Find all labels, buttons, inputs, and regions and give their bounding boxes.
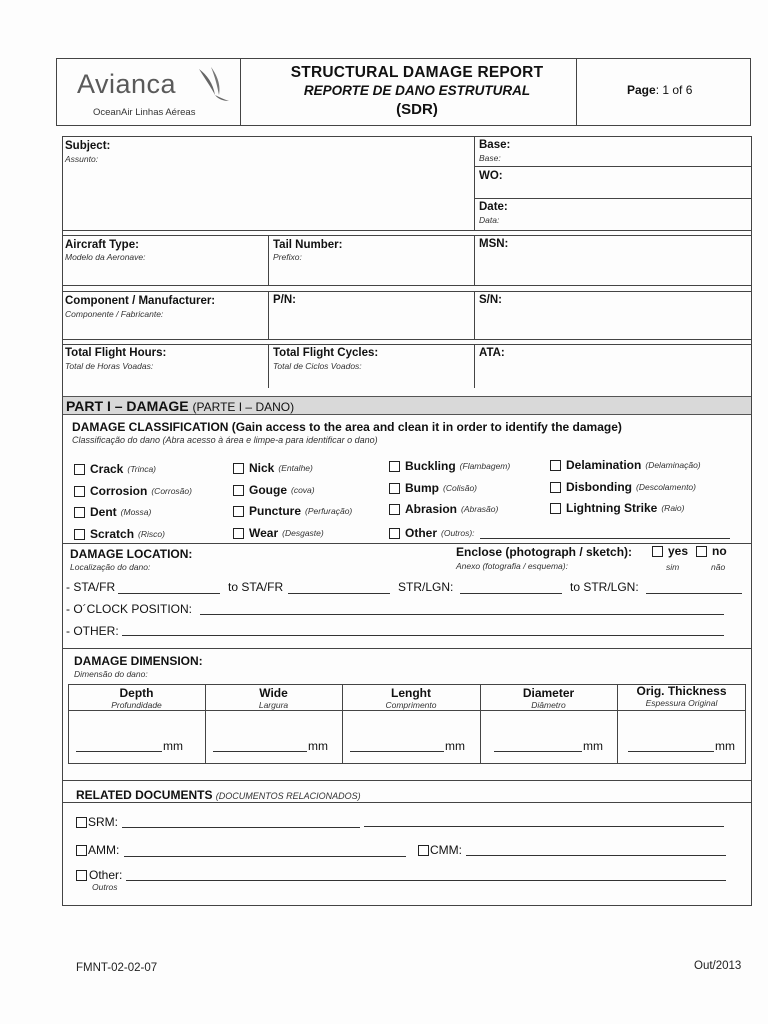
to-str-lgn-field[interactable]	[646, 593, 742, 594]
wo-label: WO:	[479, 170, 503, 182]
ata-label: ATA:	[479, 347, 505, 359]
checkbox-amm[interactable]: AMM:	[76, 843, 119, 857]
other-docs-sub: Outros	[92, 882, 118, 892]
base-label: Base:	[479, 139, 511, 151]
diameter-unit: mm	[583, 739, 603, 753]
tail-number-field[interactable]	[270, 262, 472, 284]
date-field[interactable]	[520, 200, 748, 228]
checkbox-disbonding[interactable]: Disbonding (Descolamento)	[550, 480, 696, 494]
enclose-sub: Anexo (fotografia / esquema):	[456, 561, 568, 571]
other-location-label: - OTHER:	[66, 624, 119, 638]
component-label: Component / Manufacturer:	[65, 295, 216, 307]
related-title: RELATED DOCUMENTS (DOCUMENTOS RELACIONADOS)	[76, 788, 361, 802]
total-hours-sub: Total de Horas Voadas:	[65, 361, 154, 371]
checkbox-square[interactable]	[233, 485, 244, 496]
base-sub: Base:	[479, 153, 501, 163]
oclock-field[interactable]	[200, 614, 724, 615]
logo-subtitle: OceanAir Linhas Aéreas	[93, 107, 196, 118]
wide-unit: mm	[308, 739, 328, 753]
checkbox-square[interactable]	[389, 504, 400, 515]
logo-wordmark: Avianca	[77, 69, 177, 99]
other-damage-line[interactable]	[480, 538, 730, 539]
checkbox-square[interactable]	[233, 528, 244, 539]
total-cycles-sub: Total de Ciclos Voados:	[273, 361, 362, 371]
date-label: Date:	[479, 201, 508, 213]
str-lgn-label: STR/LGN:	[398, 580, 454, 594]
enclose-label: Enclose (photograph / sketch):	[456, 545, 633, 559]
aircraft-type-field[interactable]	[64, 262, 266, 284]
checkbox-square[interactable]	[418, 845, 429, 856]
checkbox-lightning-strike[interactable]: Lightning Strike (Raio)	[550, 501, 685, 515]
depth-input[interactable]	[76, 751, 162, 752]
checkbox-square[interactable]	[389, 528, 400, 539]
srm-field[interactable]	[122, 827, 360, 828]
checkbox-square[interactable]	[652, 546, 663, 557]
ata-field[interactable]	[510, 346, 748, 386]
dim-header-length: Lenght Comprimento	[385, 686, 437, 710]
checkbox-gouge[interactable]: Gouge (cova)	[233, 483, 315, 497]
location-sub: Localização do dano:	[70, 562, 151, 572]
other-location-field[interactable]	[122, 635, 724, 636]
component-sub: Componente / Fabricante:	[65, 309, 164, 319]
aircraft-type-label: Aircraft Type:	[65, 239, 139, 251]
bird-logo-icon	[191, 65, 231, 103]
dim-header-depth: Depth Profundidade	[111, 686, 162, 710]
msn-field[interactable]	[520, 238, 748, 282]
part1-title: PART I – DAMAGE (PARTE I – DANO)	[66, 398, 295, 414]
logo-cell	[57, 59, 241, 125]
checkbox-dent[interactable]: Dent (Mossa)	[74, 505, 151, 519]
sn-field[interactable]	[506, 294, 748, 338]
checkbox-square[interactable]	[74, 507, 85, 518]
tail-number-sub: Prefixo:	[273, 252, 302, 262]
wide-input[interactable]	[213, 751, 307, 752]
checkbox-square[interactable]	[696, 546, 707, 557]
checkbox-buckling[interactable]: Buckling (Flambagem)	[389, 459, 510, 473]
checkbox-abrasion[interactable]: Abrasion (Abrasão)	[389, 502, 498, 516]
total-cycles-field[interactable]	[270, 370, 472, 388]
checkbox-wear[interactable]: Wear (Desgaste)	[233, 526, 324, 540]
yes-sub: sim	[666, 562, 680, 572]
dim-header-thickness: Orig. Thickness Espessura Original	[636, 684, 727, 708]
title-pt: REPORTE DE DANO ESTRUTURAL	[303, 83, 531, 98]
location-title: DAMAGE LOCATION:	[70, 547, 193, 561]
checkbox-square[interactable]	[550, 460, 561, 471]
depth-unit: mm	[163, 739, 183, 753]
checkbox-square[interactable]	[74, 464, 85, 475]
wo-field[interactable]	[510, 168, 748, 196]
title-abbr: (SDR)	[396, 101, 438, 118]
dimension-sub: Dimensão do dano:	[74, 669, 148, 679]
page-number: Page: 1 of 6	[627, 83, 693, 97]
checkbox-square[interactable]	[233, 463, 244, 474]
str-lgn-field[interactable]	[460, 593, 562, 594]
checkbox-square[interactable]	[233, 506, 244, 517]
amm-field[interactable]	[124, 856, 406, 857]
checkbox-other[interactable]: Other (Outros):	[389, 526, 475, 540]
to-str-lgn-label: to STR/LGN:	[570, 580, 639, 594]
tail-number-label: Tail Number:	[273, 239, 343, 251]
checkbox-square[interactable]	[74, 529, 85, 540]
checkbox-square[interactable]	[389, 483, 400, 494]
aircraft-type-sub: Modelo da Aeronave:	[65, 252, 146, 262]
dimension-title: DAMAGE DIMENSION:	[74, 654, 203, 668]
pn-label: P/N:	[273, 294, 296, 306]
total-cycles-label: Total Flight Cycles:	[273, 347, 379, 359]
dim-header-wide: Wide Largura	[258, 686, 289, 710]
form-code: FMNT-02-02-07	[76, 962, 158, 974]
checkbox-enclose-yes[interactable]: yes	[652, 544, 688, 558]
checkbox-bump[interactable]: Bump (Colisão)	[389, 481, 477, 495]
no-sub: não	[711, 562, 726, 572]
subject-label: Subject:	[65, 140, 111, 152]
form-header	[56, 58, 751, 126]
cmm-field[interactable]	[466, 855, 726, 856]
checkbox-other-docs[interactable]: Other:	[76, 868, 122, 882]
classification-title: DAMAGE CLASSIFICATION (Gain access to the area and clean it in order to identify the damage)	[72, 420, 622, 434]
sta-fr-field[interactable]	[118, 593, 220, 594]
checkbox-scratch[interactable]: Scratch (Risco)	[74, 527, 165, 541]
other-docs-field[interactable]	[126, 880, 726, 881]
title-en: STRUCTURAL DAMAGE REPORT	[290, 64, 544, 81]
sta-fr-label: - STA/FR	[66, 580, 116, 594]
date-sub: Data:	[479, 215, 500, 225]
subject-field[interactable]	[64, 166, 472, 228]
checkbox-square[interactable]	[76, 845, 87, 856]
total-hours-label: Total Flight Hours:	[65, 347, 167, 359]
oclock-label: - O´CLOCK POSITION:	[66, 602, 193, 616]
checkbox-square[interactable]	[550, 503, 561, 514]
length-unit: mm	[445, 739, 465, 753]
length-input[interactable]	[350, 751, 444, 752]
form-date: Out/2013	[694, 960, 742, 972]
checkbox-enclose-no[interactable]: no	[696, 544, 727, 558]
checkbox-delamination[interactable]: Delamination (Delaminação)	[550, 458, 701, 472]
checkbox-corrosion[interactable]: Corrosion (Corrosão)	[74, 484, 192, 498]
diameter-input[interactable]	[494, 751, 582, 752]
checkbox-puncture[interactable]: Puncture (Perfuração)	[233, 504, 352, 518]
base-field[interactable]	[520, 140, 748, 164]
to-sta-fr-field[interactable]	[288, 593, 390, 594]
checkbox-square[interactable]	[389, 461, 400, 472]
thickness-input[interactable]	[628, 751, 714, 752]
srm-field-2[interactable]	[364, 826, 724, 827]
sn-label: S/N:	[479, 294, 502, 306]
msn-label: MSN:	[479, 238, 509, 250]
checkbox-square[interactable]	[76, 870, 87, 881]
checkbox-square[interactable]	[550, 482, 561, 493]
component-field[interactable]	[64, 318, 266, 338]
dim-header-diameter: Diameter Diâmetro	[522, 686, 575, 710]
checkbox-square[interactable]	[76, 817, 87, 828]
checkbox-square[interactable]	[74, 486, 85, 497]
subject-sub: Assunto:	[65, 154, 99, 164]
to-sta-fr-label: to STA/FR	[228, 580, 284, 594]
pn-field[interactable]	[300, 294, 472, 338]
checkbox-srm[interactable]: SRM:	[76, 815, 118, 829]
checkbox-nick[interactable]: Nick (Entalhe)	[233, 461, 313, 475]
checkbox-crack[interactable]: Crack (Trinca)	[74, 462, 156, 476]
thickness-unit: mm	[715, 739, 735, 753]
classification-sub: Classificação do dano (Abra acesso à área e limpe-a para identificar o dano)	[72, 435, 378, 445]
checkbox-cmm[interactable]: CMM:	[418, 843, 462, 857]
total-hours-field[interactable]	[64, 370, 266, 388]
